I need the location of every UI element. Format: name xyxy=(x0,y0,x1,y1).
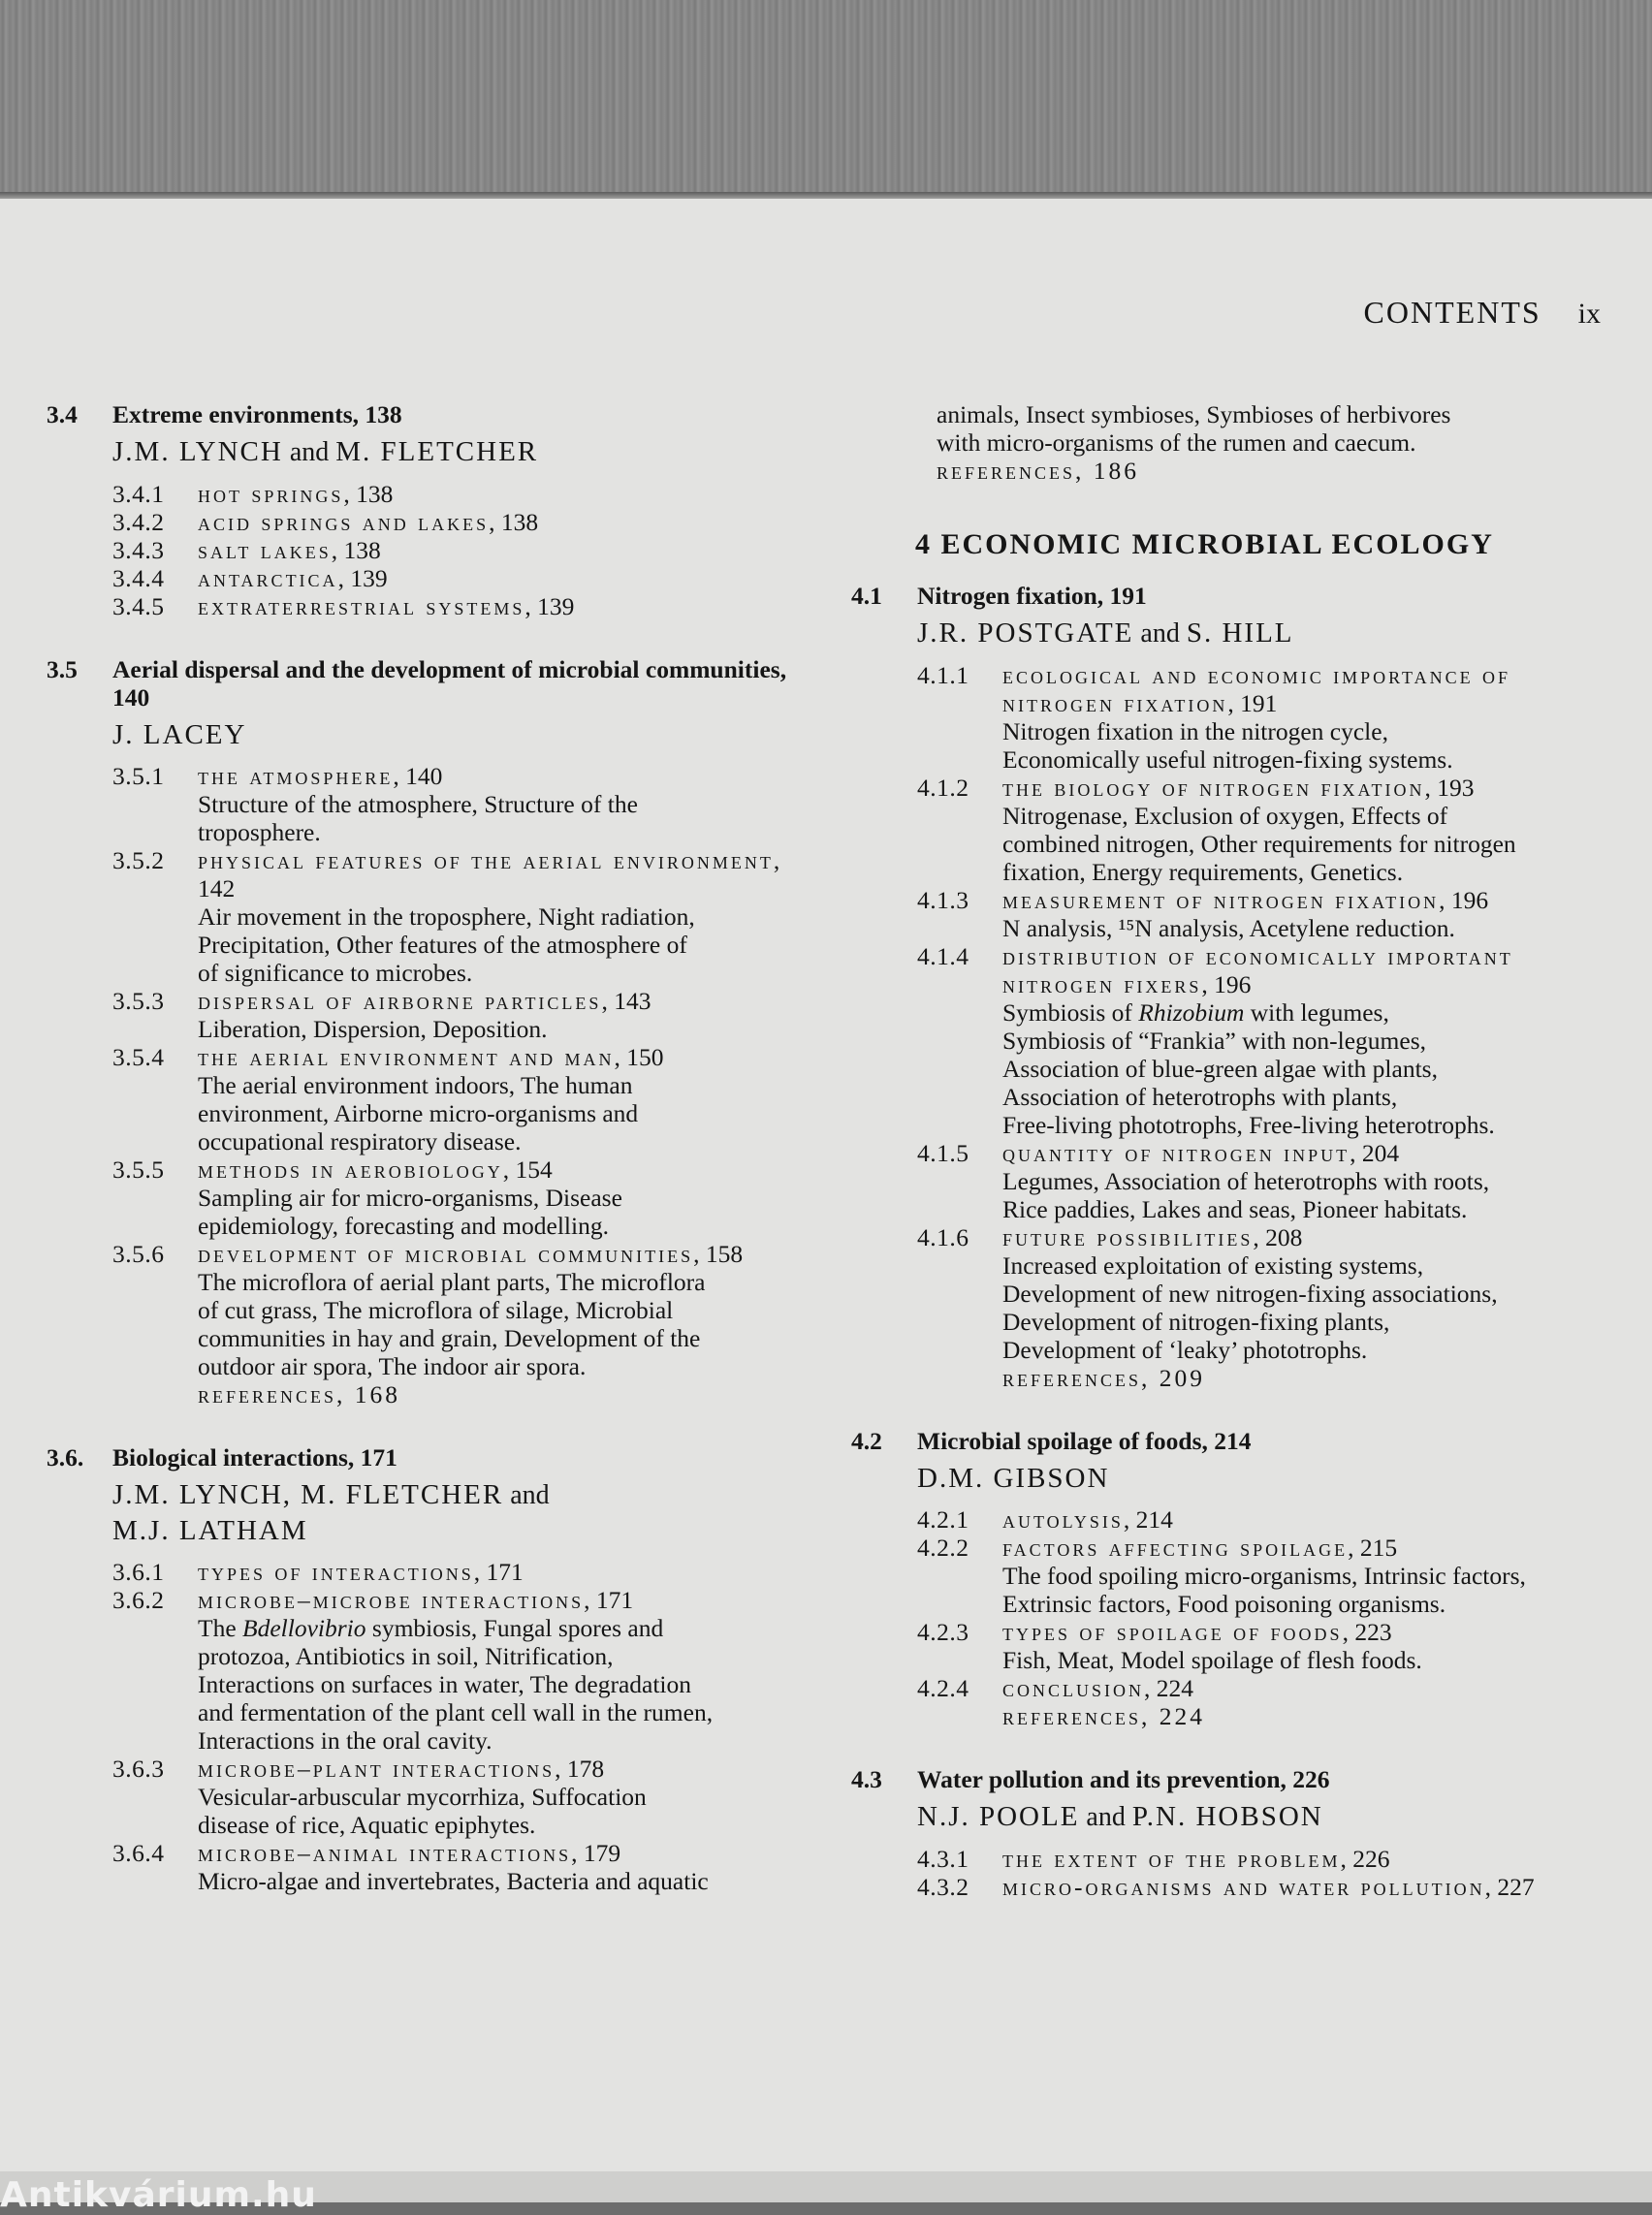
subsection-heading xyxy=(112,1586,822,1614)
subsection-title-text: development of microbial communities xyxy=(198,1240,694,1268)
subsection-list xyxy=(917,1505,1627,1730)
subsection-title-text: methods in aerobiology xyxy=(198,1155,503,1184)
subsection-description-line: Increased exploitation of existing systems, xyxy=(1002,1251,1424,1280)
subsection-title xyxy=(198,1240,743,1268)
subsection-heading xyxy=(917,1618,1627,1646)
author-name: J. LACEY xyxy=(112,719,247,750)
section-title: Extreme environments, 138 xyxy=(112,400,402,428)
subsection-title-text: the biology of nitrogen fixation xyxy=(1002,774,1425,802)
subsection-description-line: protozoa, Antibiotics in soil, Nitrification, xyxy=(198,1642,614,1670)
subsection-description-line: Development of ‘leaky’ phototrophs. xyxy=(1002,1336,1368,1364)
subsection xyxy=(112,987,822,1043)
subsection-description-line: epidemiology, forecasting and modelling. xyxy=(198,1212,609,1240)
section-number: 3.4 xyxy=(47,400,78,428)
subsection-list xyxy=(112,762,822,1408)
subsection xyxy=(112,1043,822,1155)
subsection-heading xyxy=(917,886,1627,914)
section-heading xyxy=(851,1427,1627,1455)
subsection-page: , 154 xyxy=(502,1155,553,1184)
subsection-page: , 204 xyxy=(1350,1139,1400,1167)
subsection-number: 3.4.5 xyxy=(112,592,165,620)
subsection-title xyxy=(1002,774,1474,802)
subsection-number: 4.2.2 xyxy=(917,1534,969,1562)
section-number: 4.2 xyxy=(851,1427,882,1455)
section-heading xyxy=(47,400,822,428)
subsection-list xyxy=(917,1845,1627,1901)
subsection-number: 3.6.3 xyxy=(112,1755,165,1783)
section-title: Nitrogen fixation, 191 xyxy=(917,582,1147,610)
references-entry: references, 168 xyxy=(198,1380,401,1408)
author-name: S. HILL xyxy=(1186,617,1294,649)
subsection xyxy=(112,1755,822,1839)
subsection-title-text: future possibilities xyxy=(1002,1223,1254,1251)
subsection-number: 3.5.5 xyxy=(112,1155,165,1184)
subsection-description-line: Symbiosis of “Frankia” with non-legumes, xyxy=(1002,1027,1426,1055)
subsection-page: , 179 xyxy=(571,1839,621,1867)
section-number: 3.6. xyxy=(47,1443,84,1471)
subsection xyxy=(112,762,822,846)
subsection-list xyxy=(917,661,1627,1392)
subsection-description-line: Micro-algae and invertebrates, Bacteria and aquatic xyxy=(198,1867,709,1895)
author-name: M.J. LATHAM xyxy=(112,1515,308,1546)
section-authors xyxy=(917,1461,1627,1496)
subsection-title xyxy=(198,762,442,790)
subsection xyxy=(112,480,822,508)
subsection-page: , 142 xyxy=(198,846,780,902)
subsection-heading xyxy=(917,942,1627,998)
subsection-heading xyxy=(112,592,822,620)
subsection-title xyxy=(1002,1618,1392,1646)
subsection-description-line: Interactions in the oral cavity. xyxy=(198,1726,492,1755)
author-name: M. FLETCHER xyxy=(335,436,539,467)
subsection-page: , 171 xyxy=(584,1586,634,1614)
section-number: 4.3 xyxy=(851,1765,882,1793)
subsection-description-line: Sampling air for micro-organisms, Disease xyxy=(198,1184,622,1212)
background-top xyxy=(0,0,1652,208)
subsection-list xyxy=(112,1558,822,1895)
subsection-number: 3.5.2 xyxy=(112,846,165,874)
subsection-title-text: micro-organisms and water pollution xyxy=(1002,1873,1485,1901)
subsection-description-line: Development of new nitrogen-fixing associations, xyxy=(1002,1280,1498,1308)
subsection-title xyxy=(1002,661,1627,717)
subsection-description-line: The microflora of aerial plant parts, The microflora xyxy=(198,1268,706,1296)
subsection-description-line: Air movement in the troposphere, Night radiation, xyxy=(198,902,695,931)
subsection-description-line: Symbiosis of Rhizobium with legumes, xyxy=(1002,998,1389,1027)
subsection-number: 3.4.1 xyxy=(112,480,165,508)
subsection-title xyxy=(1002,1505,1173,1534)
subsection xyxy=(917,1873,1627,1901)
subsection-page: , 171 xyxy=(473,1558,524,1586)
subsection-number: 4.2.1 xyxy=(917,1505,969,1534)
watermark: Antikvárium.hu xyxy=(0,2175,317,2215)
section-heading xyxy=(47,655,822,712)
subsection-title xyxy=(198,508,538,536)
subsection-description-line: Precipitation, Other features of the atmosphere of xyxy=(198,931,687,959)
subsection-heading xyxy=(917,774,1627,802)
subsection-title-text: microbe–microbe interactions xyxy=(198,1586,585,1614)
subsection-number: 4.2.4 xyxy=(917,1674,969,1702)
subsection-description-line: Association of blue-green algae with plants, xyxy=(1002,1055,1438,1083)
subsection-number: 3.6.2 xyxy=(112,1586,165,1614)
subsection-heading xyxy=(917,1139,1627,1167)
subsection-heading xyxy=(112,1755,822,1783)
subsection-title xyxy=(1002,886,1488,914)
subsection xyxy=(917,1139,1627,1223)
subsection-heading xyxy=(112,1839,822,1867)
subsection-page: , 138 xyxy=(331,536,381,564)
authors-conjunction: and xyxy=(282,437,336,467)
subsection xyxy=(917,1845,1627,1873)
references-entry: references, 209 xyxy=(1002,1364,1206,1392)
section-authors xyxy=(917,1799,1627,1835)
subsection-heading xyxy=(917,1534,1627,1562)
subsection-heading xyxy=(112,1558,822,1586)
subsection-heading xyxy=(917,1505,1627,1534)
author-name: J.R. POSTGATE xyxy=(917,617,1134,649)
subsection xyxy=(917,886,1627,942)
chapter-heading: 4 ECONOMIC MICROBIAL ECOLOGY xyxy=(915,528,1494,560)
subsection-title xyxy=(198,1155,553,1184)
subsection-description-line: of cut grass, The microflora of silage, Microbial xyxy=(198,1296,674,1324)
subsection-number: 4.3.1 xyxy=(917,1845,969,1873)
subsection xyxy=(112,1155,822,1240)
subsection-page: , 150 xyxy=(614,1043,664,1071)
subsection-description-line: occupational respiratory disease. xyxy=(198,1127,522,1155)
continuation-references: references, 186 xyxy=(937,457,1140,485)
subsection-title xyxy=(198,480,393,508)
subsection xyxy=(112,592,822,620)
subsection-number: 3.6.4 xyxy=(112,1839,165,1867)
subsection-number: 3.4.2 xyxy=(112,508,165,536)
subsection-number: 4.1.1 xyxy=(917,661,969,689)
subsection-number: 4.1.2 xyxy=(917,774,969,802)
subsection xyxy=(112,1839,822,1895)
continuation-line: with micro-organisms of the rumen and caecum. xyxy=(937,428,1416,457)
subsection-title xyxy=(198,1586,633,1614)
section-spacer xyxy=(851,1730,1627,1765)
subsection-description-line: troposphere. xyxy=(198,818,321,846)
subsection-page: , 215 xyxy=(1348,1534,1398,1562)
author-name: J.M. LYNCH, M. FLETCHER xyxy=(112,1479,504,1510)
subsection-title-text: quantity of nitrogen input xyxy=(1002,1139,1350,1167)
subsection-description-line: Fish, Meat, Model spoilage of flesh foods. xyxy=(1002,1646,1422,1674)
subsection-title-text: types of interactions xyxy=(198,1558,474,1586)
subsection-description-line: Interactions on surfaces in water, The degradation xyxy=(198,1670,692,1698)
subsection-heading xyxy=(917,1873,1627,1901)
subsection-description-line: Association of heterotrophs with plants, xyxy=(1002,1083,1398,1111)
subsection-description-line: Nitrogenase, Exclusion of oxygen, Effects of xyxy=(1002,802,1448,830)
subsection-title xyxy=(198,536,381,564)
section-authors xyxy=(112,1477,822,1548)
subsection-number: 3.5.6 xyxy=(112,1240,165,1268)
subsection xyxy=(917,1534,1627,1618)
subsection-page: , 196 xyxy=(1439,886,1489,914)
subsection-title xyxy=(1002,1674,1193,1702)
subsection-page: , 223 xyxy=(1342,1618,1392,1646)
subsection-list xyxy=(112,480,822,620)
subsection-description-line: Nitrogen fixation in the nitrogen cycle, xyxy=(1002,717,1388,745)
subsection-heading xyxy=(112,508,822,536)
subsection-page: , 178 xyxy=(555,1755,605,1783)
running-header xyxy=(1364,295,1601,331)
subsection-heading xyxy=(112,480,822,508)
subsection-number: 3.4.4 xyxy=(112,564,165,592)
subsection-page: , 158 xyxy=(693,1240,744,1268)
subsection-title xyxy=(1002,1534,1397,1562)
subsection-title xyxy=(198,987,651,1015)
subsection-title xyxy=(1002,1873,1535,1901)
author-name: P.N. HOBSON xyxy=(1131,1801,1323,1832)
subsection-number: 4.3.2 xyxy=(917,1873,969,1901)
subsection-title xyxy=(198,846,822,902)
section-title: Water pollution and its prevention, 226 xyxy=(917,1765,1330,1793)
subsection xyxy=(112,846,822,987)
left-column xyxy=(47,400,822,1895)
subsection-page: , 227 xyxy=(1484,1873,1535,1901)
subsection-title-text: acid springs and lakes xyxy=(198,508,490,536)
subsection-page: , 191 xyxy=(1227,689,1278,717)
subsection xyxy=(917,1618,1627,1674)
subsection-title-text: autolysis xyxy=(1002,1505,1124,1534)
subsection-description-line: The aerial environment indoors, The human xyxy=(198,1071,633,1099)
subsection xyxy=(112,564,822,592)
subsection xyxy=(112,508,822,536)
continuation-line: animals, Insect symbioses, Symbioses of herbivores xyxy=(937,400,1451,428)
subsection-description-line: Vesicular-arbuscular mycorrhiza, Suffocation xyxy=(198,1783,647,1811)
section-spacer xyxy=(47,1408,822,1443)
subsection-description-line: disease of rice, Aquatic epiphytes. xyxy=(198,1811,536,1839)
right-sections xyxy=(851,582,1627,1901)
subsection-description-line: combined nitrogen, Other requirements for nitrogen xyxy=(1002,830,1516,858)
subsection-page: , 226 xyxy=(1340,1845,1390,1873)
subsection-page: , 140 xyxy=(393,762,443,790)
subsection-description-line: Legumes, Association of heterotrophs with roots, xyxy=(1002,1167,1490,1195)
subsection xyxy=(917,1223,1627,1364)
subsection-title-text: the aerial environment and man xyxy=(198,1043,615,1071)
subsection-heading xyxy=(112,762,822,790)
subsection-description-line: Structure of the atmosphere, Structure of the xyxy=(198,790,638,818)
subsection-description-line: Extrinsic factors, Food poisoning organisms. xyxy=(1002,1590,1446,1618)
section-heading xyxy=(851,582,1627,610)
subsection-title-text: hot springs xyxy=(198,480,344,508)
subsection-title xyxy=(198,592,574,620)
subsection-number: 3.5.1 xyxy=(112,762,165,790)
subsection-title xyxy=(198,1043,663,1071)
subsection-title xyxy=(1002,1845,1389,1873)
subsection-heading xyxy=(112,987,822,1015)
section-title: Microbial spoilage of foods, 214 xyxy=(917,1427,1252,1455)
authors-conjunction: and xyxy=(1133,618,1187,649)
subsection-description-line: Free-living phototrophs, Free-living heterotrophs. xyxy=(1002,1111,1495,1139)
subsection-title-text: conclusion xyxy=(1002,1674,1145,1702)
right-column xyxy=(851,400,1627,1901)
subsection-description-line: The Bdellovibrio symbiosis, Fungal spores and xyxy=(198,1614,664,1642)
subsection-description-line: Development of nitrogen-fixing plants, xyxy=(1002,1308,1390,1336)
subsection-description-line: Economically useful nitrogen-fixing systems. xyxy=(1002,745,1453,774)
subsection-page: , 214 xyxy=(1123,1505,1173,1534)
subsection-description-line: Liberation, Dispersion, Deposition. xyxy=(198,1015,548,1043)
section-authors xyxy=(112,717,822,752)
section-number: 3.5 xyxy=(47,655,78,683)
subsection xyxy=(917,1505,1627,1534)
subsection xyxy=(917,1674,1627,1702)
subsection-page: , 193 xyxy=(1424,774,1475,802)
subsection-number: 3.5.4 xyxy=(112,1043,165,1071)
subsection-title-text: ecological and economic importance of nitrogen fixation xyxy=(1002,661,1510,717)
subsection-page: , 224 xyxy=(1144,1674,1194,1702)
continuation-block xyxy=(937,400,1627,457)
subsection-title-text: physical features of the aerial environment xyxy=(198,846,774,874)
subsection-title-text: distribution of economically important nitrogen fixers xyxy=(1002,942,1513,998)
subsection-page: , 139 xyxy=(524,592,575,620)
subsection-title-text: the extent of the problem xyxy=(1002,1845,1341,1873)
subsection-title xyxy=(1002,942,1627,998)
author-name: D.M. GIBSON xyxy=(917,1463,1110,1494)
subsection-description-line: of significance to microbes. xyxy=(198,959,473,987)
authors-conjunction: and xyxy=(1079,1802,1132,1832)
subsection-title xyxy=(198,1839,620,1867)
section-authors xyxy=(917,616,1627,651)
subsection-description-line: Rice paddies, Lakes and seas, Pioneer habitats. xyxy=(1002,1195,1468,1223)
subsection-number: 3.6.1 xyxy=(112,1558,165,1586)
subsection-title-text: microbe–plant interactions xyxy=(198,1755,556,1783)
subsection-title xyxy=(1002,1223,1302,1251)
subsection-description-line: The food spoiling micro-organisms, Intrinsic factors, xyxy=(1002,1562,1526,1590)
subsection-page: , 138 xyxy=(343,480,394,508)
subsection-title xyxy=(198,1558,524,1586)
section-heading xyxy=(851,1765,1627,1793)
subsection xyxy=(112,1586,822,1755)
subsection-number: 3.5.3 xyxy=(112,987,165,1015)
section-title: Aerial dispersal and the development of microbial communities, 140 xyxy=(112,655,787,712)
subsection-heading xyxy=(917,661,1627,717)
subsection-number: 4.1.5 xyxy=(917,1139,969,1167)
subsection-description-line: communities in hay and grain, Development of the xyxy=(198,1324,701,1352)
references-entry: references, 224 xyxy=(1002,1702,1206,1730)
subsection-heading xyxy=(112,564,822,592)
subsection-number: 4.1.4 xyxy=(917,942,969,970)
subsection xyxy=(917,774,1627,886)
subsection-heading xyxy=(112,1043,822,1071)
section-spacer xyxy=(851,1392,1627,1427)
subsection-heading xyxy=(112,846,822,902)
section-title: Biological interactions, 171 xyxy=(112,1443,397,1471)
subsection-heading xyxy=(112,1155,822,1184)
header-page-number: ix xyxy=(1577,298,1601,330)
section-spacer xyxy=(47,620,822,655)
subsection-title-text: microbe–animal interactions xyxy=(198,1839,572,1867)
subsection-heading xyxy=(112,1240,822,1268)
subsection-description-line: fixation, Energy requirements, Genetics. xyxy=(1002,858,1404,886)
subsection-description-line: outdoor air spora, The indoor air spora. xyxy=(198,1352,587,1380)
subsection-title-text: extraterrestrial systems xyxy=(198,592,525,620)
subsection-heading xyxy=(917,1223,1627,1251)
subsection xyxy=(112,536,822,564)
subsection-title-text: the atmosphere xyxy=(198,762,394,790)
subsection-title-text: antarctica xyxy=(198,564,338,592)
subsection-number: 4.1.6 xyxy=(917,1223,969,1251)
section-authors xyxy=(112,434,822,470)
subsection xyxy=(917,942,1627,1139)
subsection-heading xyxy=(917,1845,1627,1873)
subsection-page: , 208 xyxy=(1253,1223,1303,1251)
authors-conjunction: and xyxy=(503,1480,550,1510)
subsection-title-text: salt lakes xyxy=(198,536,332,564)
section-number: 4.1 xyxy=(851,582,882,610)
subsection-title xyxy=(198,1755,604,1783)
subsection-number: 4.2.3 xyxy=(917,1618,969,1646)
subsection-title xyxy=(198,564,388,592)
subsection-heading xyxy=(917,1674,1627,1702)
author-name: N.J. POOLE xyxy=(917,1801,1080,1832)
subsection-title xyxy=(1002,1139,1399,1167)
subsection-description-line: N analysis, ¹⁵N analysis, Acetylene reduction. xyxy=(1002,914,1455,942)
subsection-page: , 143 xyxy=(601,987,651,1015)
subsection-number: 4.1.3 xyxy=(917,886,969,914)
subsection-description-line: environment, Airborne micro-organisms and xyxy=(198,1099,639,1127)
subsection-heading xyxy=(112,536,822,564)
subsection-title-text: measurement of nitrogen fixation xyxy=(1002,886,1440,914)
subsection xyxy=(112,1240,822,1380)
subsection-description-line: and fermentation of the plant cell wall in the rumen, xyxy=(198,1698,714,1726)
subsection xyxy=(112,1558,822,1586)
subsection-title-text: factors affecting spoilage xyxy=(1002,1534,1349,1562)
subsection-number: 3.4.3 xyxy=(112,536,165,564)
author-name: J.M. LYNCH xyxy=(112,436,283,467)
subsection-page: , 196 xyxy=(1201,970,1252,998)
subsection-title-text: types of spoilage of foods xyxy=(1002,1618,1343,1646)
subsection-page: , 138 xyxy=(489,508,539,536)
header-title: CONTENTS xyxy=(1363,295,1541,330)
subsection-title-text: dispersal of airborne particles xyxy=(198,987,602,1015)
subsection xyxy=(917,661,1627,774)
section-heading xyxy=(47,1443,822,1471)
subsection-page: , 139 xyxy=(337,564,388,592)
